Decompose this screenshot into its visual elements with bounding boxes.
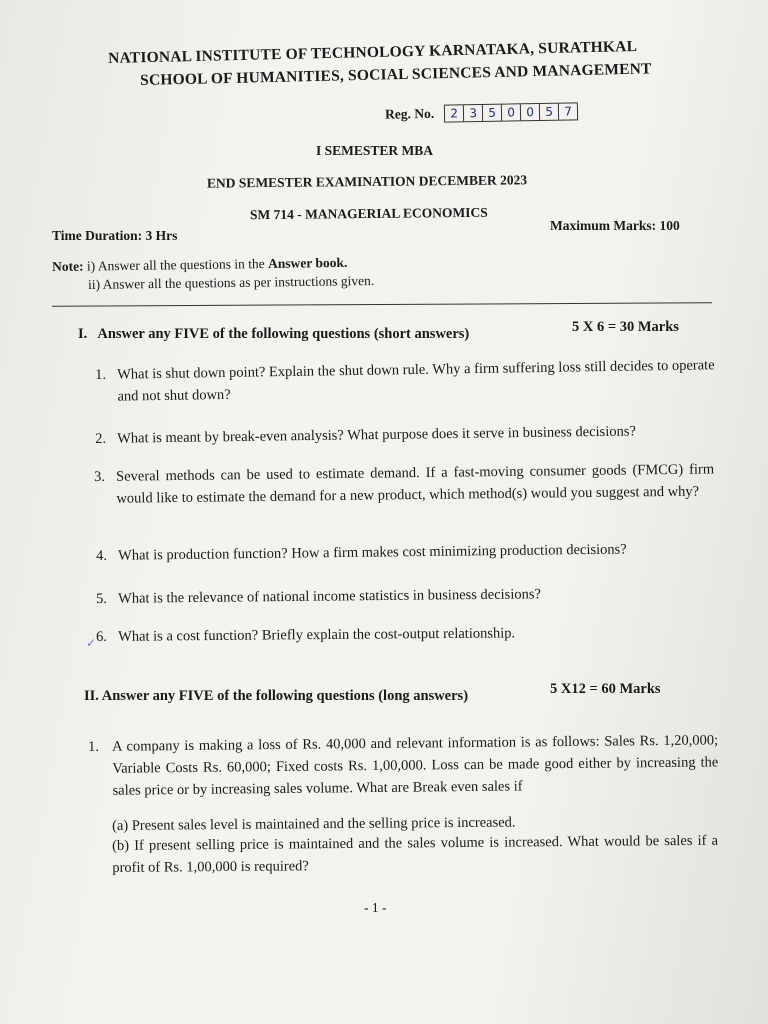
question-text: Several methods can be used to estimate demand. If a fast-moving consumer goods (FMCG) firm would like to estimate the demand for a new product, which method(s) would you suggest and why?: [116, 461, 715, 507]
question-number: 1.: [88, 738, 100, 755]
question-2-1: [88, 729, 719, 802]
question-number: 3.: [94, 468, 106, 485]
question-number: 4.: [96, 547, 108, 564]
question-1-3: [94, 458, 714, 510]
section-1-title: I. Answer any FIVE of the following questions (short answers): [78, 326, 470, 342]
question-1-4: [96, 537, 716, 567]
page-number: - 1 -: [364, 900, 387, 915]
question-1-2: [95, 419, 715, 450]
question-number: 5.: [96, 590, 108, 607]
reg-digit: 2: [445, 105, 464, 121]
note-text-1: i) Answer all the questions in the: [86, 256, 265, 274]
time-duration: Time Duration: 3 Hrs: [52, 228, 178, 243]
note-line-1: [52, 255, 347, 275]
question-number: 6.: [96, 628, 108, 645]
maximum-marks: Maximum Marks: 100: [550, 218, 680, 233]
reg-digit: 5: [540, 104, 559, 120]
note-label: Note:: [52, 258, 84, 274]
exam-title: END SEMESTER EXAMINATION DECEMBER 2023: [206, 172, 528, 191]
question-text: What is the relevance of national income statistics in business decisions?: [118, 586, 541, 607]
question-number: 1.: [95, 366, 107, 383]
reg-digit: 7: [564, 104, 573, 119]
reg-digit: 3: [464, 105, 483, 121]
pen-tick-mark: ✓: [86, 636, 97, 650]
note-answer-book: Answer book.: [267, 254, 348, 271]
reg-digit: 5: [483, 105, 502, 121]
course-title: SM 714 - MANAGERIAL ECONOMICS: [249, 204, 488, 223]
question-text: What is shut down point? Explain the shut down rule. Why a firm suffering loss still decides to operate and not shut down?: [117, 357, 715, 405]
question-1-1: [95, 354, 716, 408]
reg-label: Reg. No.: [384, 105, 435, 122]
question-text: What is a cost function? Briefly explain the cost-output relationship.: [118, 625, 516, 645]
divider: [52, 302, 712, 306]
question-text: What is meant by break-even analysis? What purpose does it serve in business decisions?: [117, 423, 636, 447]
reg-number-boxes: [444, 102, 578, 122]
institute-name: NATIONAL INSTITUTE OF TECHNOLOGY KARNATAKA, SURATHKAL: [108, 37, 638, 67]
reg-number-row: [385, 102, 578, 123]
question-number: 2.: [95, 430, 107, 447]
reg-digit: 0: [521, 104, 540, 120]
question-1-6: [96, 621, 716, 648]
question-text: A company is making a loss of Rs. 40,000 and relevant information is as follows: Sales Rs. 1,20,000; Variable Costs Rs. 60,000; Fixed costs Rs. 1,00,000. Loss can be made good either by increasing the sales price or by increasing sales volume. What are Break even sales if: [112, 732, 719, 799]
section-2-title: II. Answer any FIVE of the following questions (long answers): [84, 688, 469, 704]
section-1-marks: 5 X 6 = 30 Marks: [572, 319, 679, 335]
note-line-2: ii) Answer all the questions as per instructions given.: [88, 273, 375, 292]
question-2-1-part-b: (b) If present selling price is maintained and the sales volume is increased. What would be sales if a profit of Rs. 1,00,000 is required?: [112, 832, 719, 876]
reg-digit: 0: [502, 104, 521, 120]
question-text: What is production function? How a firm makes cost minimizing production decisions?: [118, 541, 627, 564]
school-name: SCHOOL OF HUMANITIES, SOCIAL SCIENCES AND MANAGEMENT: [140, 60, 652, 89]
semester: I SEMESTER MBA: [316, 143, 434, 158]
question-1-5: [96, 582, 716, 610]
section-2-marks: 5 X12 = 60 Marks: [550, 681, 661, 697]
question-2-1-part-a: (a) Present sales level is maintained and the selling price is increased.: [112, 814, 516, 834]
